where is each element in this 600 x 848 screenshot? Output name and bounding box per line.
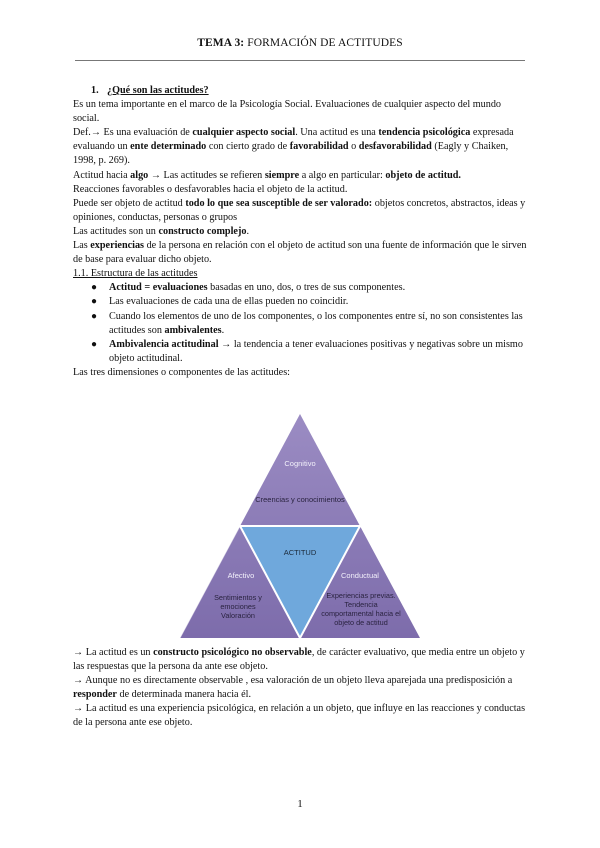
algo-bold-f: objeto de actitud. xyxy=(385,169,461,181)
p2-bold: responder xyxy=(73,689,117,701)
algo-bold-d: siempre xyxy=(264,169,300,181)
algo-text-e: a algo en particular: xyxy=(299,169,386,181)
objeto-text-c: objetos concretos, abstractos, ideas y opiniones, conductas, personas o grupos xyxy=(73,197,526,223)
def-bold-f: ente determinado xyxy=(130,141,207,153)
header-title-bold: TEMA 3: xyxy=(197,37,245,49)
b3-text-a: Cuando los elementos de uno de los componentes, o los componentes entre sí, no son consistentes las actitudes son xyxy=(109,310,523,336)
triangle-diagram-svg xyxy=(178,410,422,642)
b3-bold: ambivalentes xyxy=(164,324,222,336)
definition-paragraph xyxy=(73,126,529,168)
algo-text-a: Actitud hacia xyxy=(73,169,131,181)
conductual-line4: objeto de actitud xyxy=(334,618,388,627)
bullet-icon: ● xyxy=(91,282,98,294)
p2-text-c: de determinada manera hacia él. xyxy=(116,689,252,701)
header-title-rest: FORMACIÓN DE ACTITUDES xyxy=(244,37,403,49)
constructo-text-a: Las actitudes son un xyxy=(73,225,159,237)
attitude-components-diagram xyxy=(178,410,422,642)
page-number: 1 xyxy=(297,798,303,810)
list-item xyxy=(73,281,529,295)
reacciones-paragraph: Reacciones favorables o desfavorables hacia el objeto de la actitud. xyxy=(73,183,348,195)
conductual-label: Conductual xyxy=(341,571,379,580)
after-paragraph-2 xyxy=(73,674,529,702)
conductual-line1: Experiencias previas. xyxy=(326,591,396,600)
constructo-text-c: . xyxy=(246,225,249,237)
def-text-c: . Una actitud es una xyxy=(295,127,379,139)
after-paragraph-1 xyxy=(73,646,529,674)
def-bold-j: desfavorabilidad xyxy=(358,141,432,153)
after-paragraph-3: → La actitud es una experiencia psicológica, en relación a un objeto, que influye en las reacciones y conductas de la persona ante ese objeto. xyxy=(73,703,526,729)
p1-bold: constructo psicológico no observable xyxy=(153,647,312,658)
def-bold-b: cualquier aspecto social xyxy=(192,127,296,139)
section-heading xyxy=(73,84,529,98)
algo-text-c: → Las actitudes se refieren xyxy=(148,169,265,181)
bullet-list xyxy=(73,281,529,366)
afectivo-line3: Valoración xyxy=(221,611,255,620)
constructo-bold-b: constructo complejo xyxy=(158,225,247,237)
conductual-line2: Tendencia xyxy=(344,600,378,609)
actitud-label: ACTITUD xyxy=(283,548,317,557)
algo-bold-b: algo xyxy=(130,169,149,181)
post-diagram-text xyxy=(73,646,529,731)
b4-bold: Ambivalencia actitudinal xyxy=(109,338,219,350)
cognitivo-text: Creencias y conocimientos xyxy=(255,495,345,504)
header-rule xyxy=(75,60,525,61)
objeto-text-a: Puede ser objeto de actitud xyxy=(73,197,186,209)
def-text-e: expresada evaluando un xyxy=(73,127,514,153)
document-body xyxy=(73,84,529,380)
b3-text-c: . xyxy=(221,324,225,336)
objeto-paragraph xyxy=(73,197,529,225)
exp-text-c: de la persona en relación con el objeto de actitud son una fuente de información que le sirven de base para evaluar dicho objeto. xyxy=(73,240,527,266)
def-bold-d: tendencia psicológica xyxy=(378,127,471,139)
section-title: ¿Qué son las actitudes? xyxy=(107,85,209,96)
def-text-a: Def.→ Es una evaluación de xyxy=(73,127,193,139)
bullet-icon: ● xyxy=(91,310,98,322)
intro-paragraph: Es un tema importante en el marco de la Psicología Social. Evaluaciones de cualquier aspecto del mundo social. xyxy=(73,99,502,125)
page-header-title xyxy=(0,37,600,49)
def-bold-h: favorabilidad xyxy=(289,141,349,153)
list-item xyxy=(73,295,529,309)
afectivo-label: Afectivo xyxy=(227,571,255,580)
def-text-g: con cierto grado de xyxy=(206,141,290,153)
list-item xyxy=(73,310,529,338)
bullet-icon: ● xyxy=(91,338,98,350)
cognitivo-label: Cognitivo xyxy=(284,459,316,468)
dimensiones-paragraph: Las tres dimensiones o componentes de las actitudes: xyxy=(73,366,290,378)
constructo-paragraph xyxy=(73,225,529,239)
list-item xyxy=(73,338,529,366)
conductual-line3: comportamental hacia el xyxy=(321,609,401,618)
afectivo-line2: emociones xyxy=(220,602,256,611)
b1-bold: Actitud = evaluaciones xyxy=(109,282,208,294)
p2-text-a: → Aunque no es directamente observable , esa valoración de un objeto lleva aparejada una predisposición a xyxy=(73,675,513,687)
exp-bold-b: experiencias xyxy=(90,240,145,252)
subsection-heading: 1.1. Estructura de las actitudes xyxy=(73,268,198,280)
exp-text-a: Las xyxy=(73,240,91,252)
section-number: 1. xyxy=(91,85,99,96)
objeto-bold-b: todo lo que sea susceptible de ser valorado: xyxy=(185,197,373,209)
experiencias-paragraph xyxy=(73,239,529,267)
afectivo-line1: Sentimientos y xyxy=(214,593,262,602)
p1-text-c: , de carácter evaluativo, que media entre un objeto y las respuestas que la persona da ante ese objeto. xyxy=(73,647,525,673)
b4-text: → la tendencia a tener evaluaciones positivas y negativas sobre un mismo objeto actitudinal. xyxy=(109,338,523,364)
b1-text: basadas en uno, dos, o tres de sus componentes. xyxy=(207,282,406,294)
def-text-i: o xyxy=(348,141,359,153)
def-text-k: (Eagly y Chaiken, 1998, p. 269). xyxy=(73,141,509,167)
bullet-icon: ● xyxy=(91,296,98,308)
b2-text: Las evaluaciones de cada una de ellas pueden no coincidir. xyxy=(109,296,349,308)
p1-text-a: → La actitud es un xyxy=(73,647,154,658)
algo-paragraph xyxy=(73,169,529,183)
